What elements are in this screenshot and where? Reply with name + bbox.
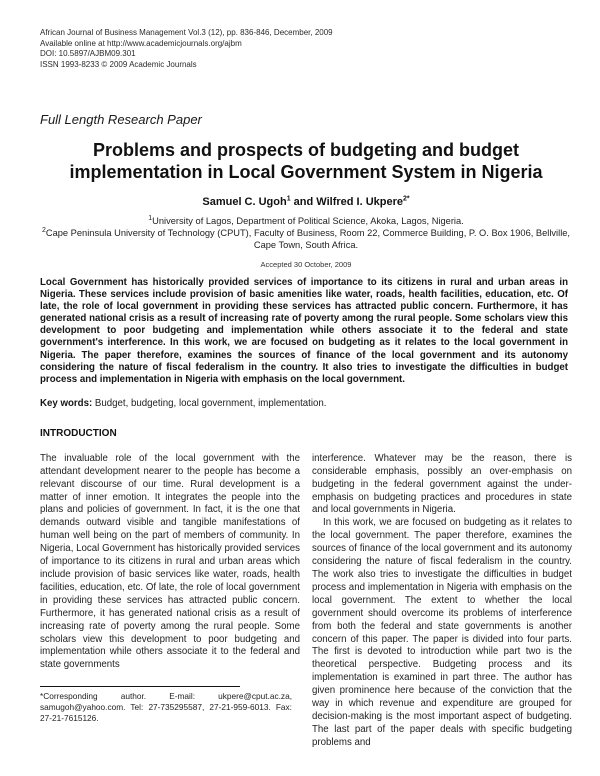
affiliation-line-2 bbox=[40, 227, 572, 251]
left-column-paragraph: The invaluable role of the local government with the attendant development nearer to the people has become a relevant discourse of our time. Rural development is a matter of inner emotion. It integrates the people into the plans and policies of government. In fact, it is the one that demands outward visible and tangible manifestations of human well being on the part of members of community. In Nigeria, Local Government has historically provided services of importance to its citizens in rural and urban areas which include provision of basic services like water, roads, health facilities, education, etc. Of late, the role of local government in providing these services has attracted public concern. Furthermore, it has generated national crisis as a result of increasing rate of poverty among the rural people. Some scholars view this development to poor budgeting and implementation while others associate it to the federal and state governments bbox=[40, 452, 300, 671]
journal-header-line-3: DOI: 10.5897/AJBM09.301 bbox=[40, 49, 136, 58]
right-column-paragraph-2: In this work, we are focused on budgeting as it relates to the local government. The paper therefore, examines the sources of finance of the local government and its autonomy considering the nature of fiscal federalism in the country. The work also tries to investigate the difficulties in budget process and implementation in Nigeria with emphasis on the local government. The extent to whether the local government should overcome its problems of interference from both the federal and state governments is another concern of this paper. The paper is divided into four parts. The first is devoted to introduction while part two is the theoretical perspective. Budgeting process and its implementation is examined in part three. The author has given prominence here because of the conviction that the way in which revenue and expenditure are grouped for decision-making is the most important aspect of budgeting. The last part of the paper deals with specific budgeting problems and bbox=[312, 517, 572, 748]
author-2-name: Wilfred I. Ukpere bbox=[316, 196, 403, 208]
author-1-superscript: 1 bbox=[286, 195, 291, 203]
paper-title: Problems and prospects of budgeting and budget implementation in Local Government System in Nigeria bbox=[69, 140, 543, 182]
article-type-label: Full Length Research Paper bbox=[40, 112, 202, 127]
keywords-line bbox=[40, 398, 568, 409]
author-2-superscript: 2* bbox=[403, 195, 410, 203]
right-column bbox=[312, 453, 572, 750]
journal-header-line-4: ISSN 1993-8233 © 2009 Academic Journals bbox=[40, 59, 197, 69]
accepted-date: Accepted 30 October, 2009 bbox=[260, 260, 352, 269]
footnote-rule bbox=[40, 686, 240, 687]
affiliation-2-superscript: 2 bbox=[41, 226, 46, 234]
abstract-text: Local Government has historically provided services of importance to its citizens in rural and urban areas in Nigeria. These services include provision of basic amenities like water, roads, health facilities, education, etc. Of late, the role of local government in providing these services has attracted public concern. Furthermore, it has generated national crisis as a result of increasing rate of poverty among the rural people. Some scholars view this development to poor budgeting and implementation while others associate it to the federal and state government's interference. In this work, we are focused on budgeting as it relates to the local government in Nigeria. The paper therefore, examines the sources of finance of the local government and its autonomy considering the nature of fiscal federalism in the country. It also tries to investigate the difficulties in budget process and implementation in Nigeria with emphasis on the local government. bbox=[40, 277, 568, 385]
author-1-name: Samuel C. Ugoh bbox=[202, 196, 287, 208]
byline-separator: and bbox=[290, 196, 317, 208]
corresponding-author-footnote bbox=[40, 686, 292, 724]
journal-header bbox=[40, 28, 572, 70]
footnote-text: *Corresponding author. E-mail: ukpere@cput.ac.za, samugoh@yahoo.com. Tel: 27-735295587, 27-21-959-6013. Fax: 27-21-7615126. bbox=[40, 691, 292, 723]
affiliation-2-text: Cape Peninsula University of Technology (CPUT), Faculty of Business, Room 22, Commerce Building, P. O. Box 1906, Bellville, Cape Town, South Africa. bbox=[45, 228, 571, 250]
right-column-paragraph-1: interference. Whatever may be the reason, there is considerable emphasis, possibly an over-emphasis on budgeting in the federal government against the under-emphasis on budgeting practices and procedures in state and local governments in Nigeria. bbox=[312, 452, 572, 516]
author-byline bbox=[40, 196, 572, 208]
affiliation-1-text: University of Lagos, Department of Political Science, Akoka, Lagos, Nigeria. bbox=[152, 216, 464, 226]
section-heading-introduction: INTRODUCTION bbox=[40, 427, 117, 439]
affiliation-line-1 bbox=[40, 215, 572, 227]
keywords-text: Budget, budgeting, local government, implementation. bbox=[92, 397, 327, 409]
keywords-label: Key words: bbox=[40, 397, 93, 409]
journal-header-line-2: Available online at http://www.academicjournals.org/ajbm bbox=[40, 38, 242, 48]
affiliation-1-superscript: 1 bbox=[148, 214, 153, 222]
journal-header-line-1: African Journal of Business Management Vol.3 (12), pp. 836-846, December, 2009 bbox=[40, 28, 333, 37]
affiliations bbox=[40, 215, 572, 251]
